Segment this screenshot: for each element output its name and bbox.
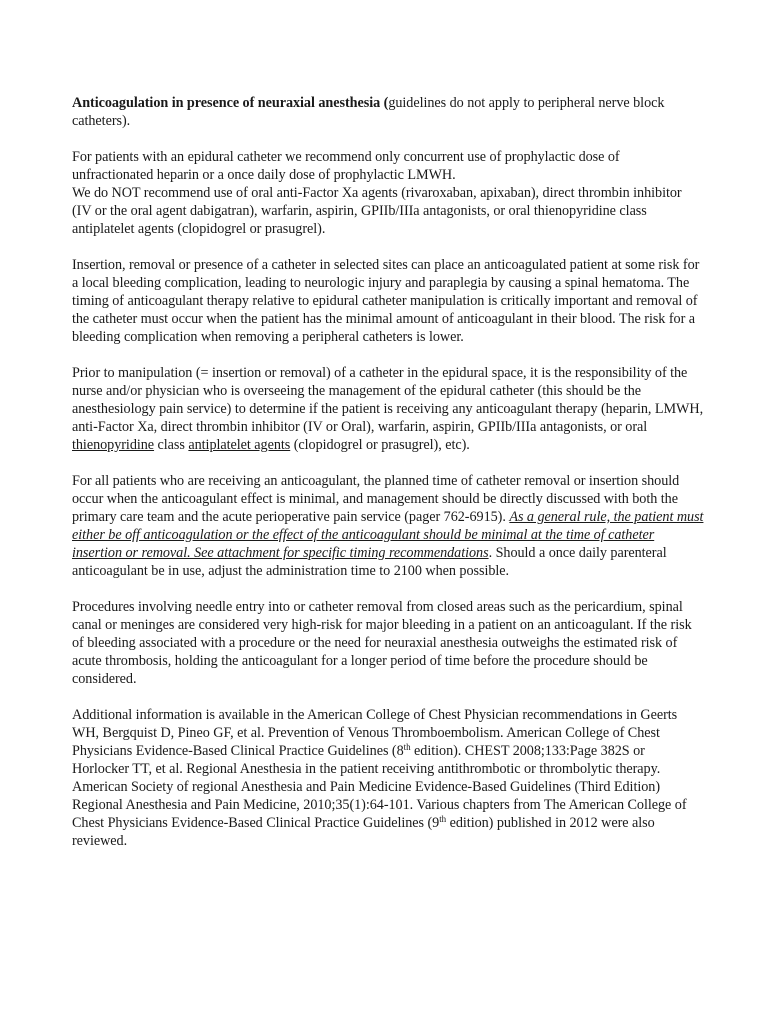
risk-paragraph: Insertion, removal or presence of a catheter in selected sites can place an anticoagulated patient at some risk for a local bleeding complication, leading to neurologic injury and paraplegia by causing a spinal hematoma. The timing of anticoagulant therapy relative to epidural catheter manipulation is critically important and removal of the catheter must occur when the patient has the minimal amount of anticoagulant in their blood. The risk for a bleeding complication when removing a peripheral catheters is lower. [72,257,700,345]
heading-paragraph [72,94,704,130]
responsibility-mid-text: class [154,437,189,453]
references-text-1: Additional information is available in the American College of Chest Physician recommendations in Geerts WH, Bergquist D, Pineo GF, et al. Prevention of Venous Thromboembolism. American College of Chest Physicians Evidence-Based Clinical Practice Guidelines (8 [72,707,678,759]
thienopyridine-link[interactable]: thienopyridine [72,437,155,453]
responsibility-end-text: (clopidogrel or prasugrel), etc). [290,437,470,453]
document-page [72,94,704,868]
superscript-th-2: th [439,814,447,824]
timing-text: For all patients who are receiving an anticoagulant, the planned time of catheter removal or insertion should occur when the anticoagulant effect is minimal, and management should be directly discussed with both the primary care team and the acute perioperative pain service (pager 762-6915). [72,473,680,525]
timing-paragraph [72,472,704,580]
document-title: Anticoagulation in presence of neuraxial anesthesia [72,95,381,111]
references-text-2: edition). CHEST 2008;133:Page 382S or Horlocker TT, et al. Regional Anesthesia in the patient receiving antithrombotic or thrombolytic therapy. American Society of regional Anesthesia and Pain Medicine Evidence-Based Guidelines (Third Edition) Regional Anesthesia and Pain Medicine, 2010;35(1):64-101. Various chapters from The American College of Chest Physicians Evidence-Based Clinical Practice Guidelines (9 [72,743,687,831]
responsibility-paragraph [72,364,704,454]
not-recommended-paragraph: We do NOT recommend use of oral anti-Factor Xa agents (rivaroxaban, apixaban), direct thrombin inhibitor (IV or the oral agent dabigatran), warfarin, aspirin, GPIIb/IIIa antagonists, or oral thienopyridine class antiplatelet agents (clopidogrel or prasugrel). [72,185,682,237]
title-paren: ( [380,95,389,111]
responsibility-text: Prior to manipulation (= insertion or removal) of a catheter in the epidural space, it is the responsibility of the nurse and/or physician who is overseeing the management of the epidural catheter (this should be the anesthesiology pain service) to determine if the patient is receiving any anticoagulant therapy (heparin, LMWH, anti-Factor Xa, direct thrombin inhibitor (IV or Oral), warfarin, aspirin, GPIIb/IIIa antagonists, or oral [72,365,704,435]
general-rule-link[interactable]: As a general rule, the patient must either be off anticoagulation or the effect of the anticoagulant should be minimal at the time of catheter insertion or removal. See attachment for specific timing recommendations [72,509,704,561]
references-text-3: edition) published in 2012 were also reviewed. [72,815,655,849]
antiplatelet-agents-link[interactable]: antiplatelet agents [188,437,291,453]
document-subtitle: guidelines do not apply to peripheral nerve block catheters). [72,95,665,129]
recommendation-paragraph: For patients with an epidural catheter we recommend only concurrent use of prophylactic dose of unfractionated heparin or a once daily dose of prophylactic LMWH. [72,149,620,183]
superscript-th-1: th [403,742,411,752]
references-paragraph [72,706,704,850]
timing-end-text: . Should a once daily parenteral anticoagulant be in use, adjust the administration time to 2100 when possible. [72,545,667,579]
high-risk-paragraph: Procedures involving needle entry into or catheter removal from closed areas such as the pericardium, spinal canal or meninges are considered very high-risk for major bleeding in a patient on an anticoagulant. If the risk of bleeding associated with a procedure or the need for neuraxial anesthesia outweighs the estimated risk of acute thrombosis, holding the anticoagulant for a longer period of time before the procedure should be considered. [72,599,692,687]
